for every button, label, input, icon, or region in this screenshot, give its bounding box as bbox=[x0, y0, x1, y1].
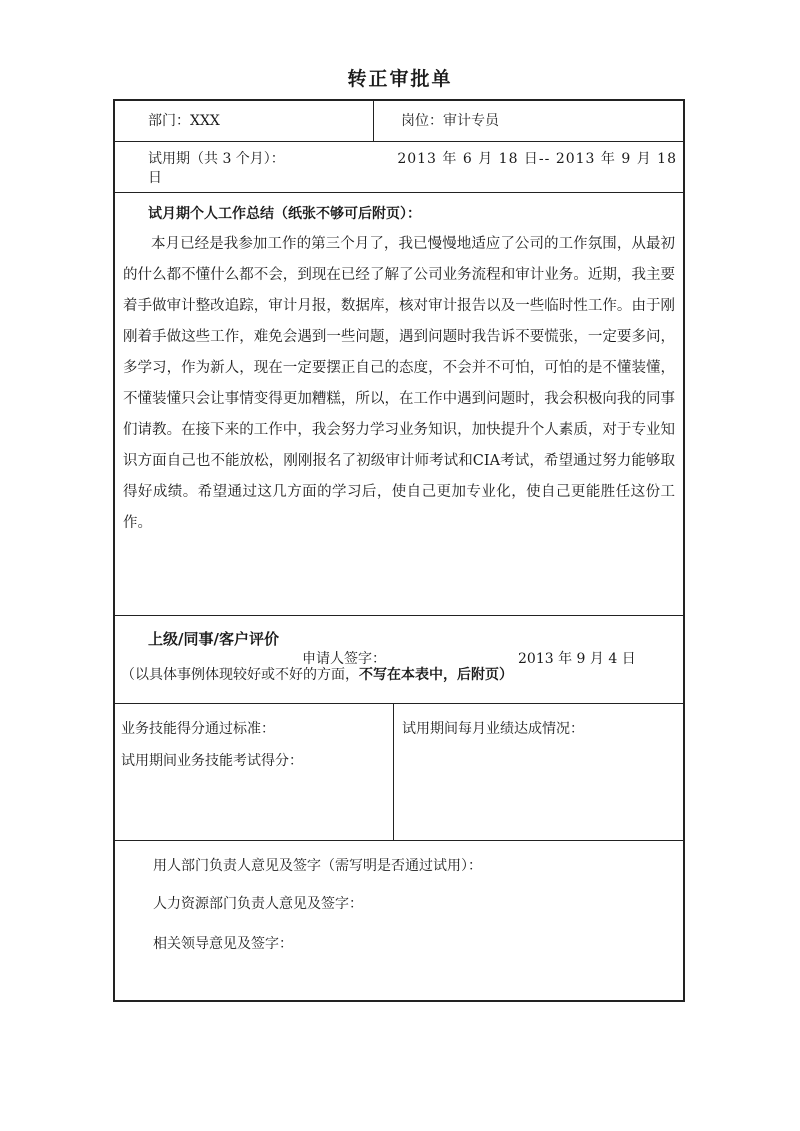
probation-row bbox=[115, 142, 683, 193]
work-summary-heading: 试月期个人工作总结（纸张不够可后附页）： bbox=[148, 206, 421, 222]
evaluation-note-bold: 不写在本表中，后附页） bbox=[359, 667, 513, 683]
monthly-performance-label: 试用期间每月业绩达成情况： bbox=[402, 721, 584, 737]
probation-line bbox=[148, 148, 677, 168]
probation-period: 2013 年 6 月 18 日-- 2013 年 9 月 18 bbox=[397, 151, 677, 167]
evaluation-note bbox=[121, 664, 513, 684]
leader-approval-label: 相关领导意见及签字： bbox=[153, 936, 293, 952]
work-summary-text: 本月已经是我参加工作的第三个月了，我已慢慢地适应了公司的工作氛围，从最初的什么都不懂什么都不会，到现在已经了解了公司业务流程和审计业务。近期，我主要着手做审计整改追踪，审计月报，数据库，核对审计报告以及一些临时性工作。由于刚刚着手做这些工作，难免会遇到一些问题，遇到问题时我告诉不要慌张，一定要多问，多学习，作为新人，现在一定要摆正自己的态度，不会并不可怕，可怕的是不懂装懂，不懂装懂只会让事情变得更加糟糕，所以，在工作中遇到问题时，我会积极向我的同事们请教。在接下来的工作中，我会努力学习业务知识，加快提升个人素质，对于专业知识方面自己也不能放松，刚刚报名了初级审计师考试和CIA考试，希望通过努力能够取得好成绩。希望通过这几方面的学习后，使自己更加专业化，使自己更能胜任这份工作。 bbox=[123, 236, 675, 531]
department-cell bbox=[115, 101, 373, 141]
page-title: 转正审批单 bbox=[347, 68, 453, 90]
dept-head-approval-label: 用人部门负责人意见及签字（需写明是否通过试用）： bbox=[153, 858, 482, 874]
approval-form bbox=[113, 99, 685, 1002]
probation-period-tail: 日 bbox=[148, 170, 162, 186]
evaluation-heading: 上级/同事/客户评价 bbox=[148, 630, 279, 648]
approvals-row bbox=[115, 841, 683, 1000]
department-field: 部门：XXX bbox=[148, 113, 220, 129]
position-field: 岗位：审计专员 bbox=[401, 113, 499, 129]
skills-row bbox=[115, 704, 683, 841]
skill-score-label: 试用期间业务技能考试得分： bbox=[121, 753, 303, 769]
applicant-signature-label: 申请人签字： bbox=[302, 651, 386, 667]
evaluation-note-prefix: （以具体事例体现较好或不好的方面， bbox=[121, 667, 359, 683]
skill-standard-label: 业务技能得分通过标准： bbox=[121, 721, 275, 737]
position-cell bbox=[373, 101, 683, 141]
monthly-performance-cell bbox=[393, 704, 683, 840]
hr-head-approval-label: 人力资源部门负责人意见及签字： bbox=[153, 896, 363, 912]
evaluation-row bbox=[115, 616, 683, 704]
applicant-signature-date: 2013 年 9 月 4 日 bbox=[518, 651, 636, 667]
skills-cell bbox=[115, 704, 393, 840]
department-position-row bbox=[115, 101, 683, 142]
probation-label: 试用期（共 3 个月）： bbox=[148, 151, 285, 167]
